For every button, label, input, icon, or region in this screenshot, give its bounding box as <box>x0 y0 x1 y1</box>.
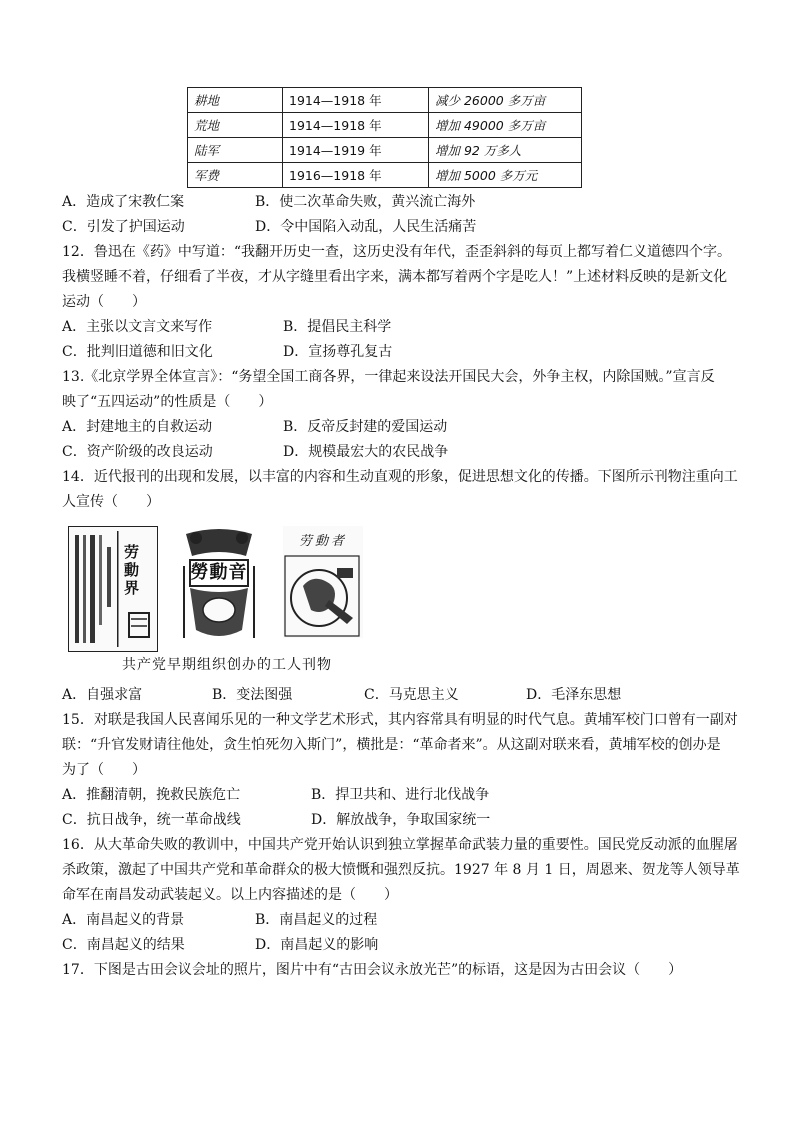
q13-option-d: D．规模最宏大的农民战争 <box>283 444 449 460</box>
table-cell: 1916—1918 年 <box>283 163 429 188</box>
q12-option-c: C．批判旧道德和旧文化 <box>62 344 213 360</box>
q13-option-a: A．封建地主的自救运动 <box>62 419 213 435</box>
q16-stem-line-3: 命军在南昌发动武装起义。以上内容描述的是（ ） <box>62 887 398 903</box>
q13-option-c: C．资产阶级的改良运动 <box>62 444 213 460</box>
q12-stem-line-2: 我横竖睡不着，仔细看了半夜，才从字缝里看出字来，满本都写着两个字是吃人！”上述材料反映的是新文化 <box>62 269 728 285</box>
table-cell: 军费 <box>188 163 283 188</box>
table-row <box>188 88 582 113</box>
q16-stem-line-1: 16．从大革命失败的教训中，中国共产党开始认识到独立掌握革命武装力量的重要性。国民党反动派的血腥屠 <box>62 837 738 853</box>
q15-option-c: C．抗日战争，统一革命战线 <box>62 812 241 828</box>
periodical-title-3: 劳動者 <box>298 534 347 549</box>
q16-option-c: C．南昌起义的结果 <box>62 937 185 953</box>
q11-option-a: A．造成了宋教仁案 <box>62 194 185 210</box>
q11-option-b: B．使二次革命失败，黄兴流亡海外 <box>255 194 476 210</box>
q12-option-a: A．主张以文言文来写作 <box>62 319 213 335</box>
table-cell: 陆军 <box>188 138 283 163</box>
periodical-cover-laodongyin <box>176 526 262 650</box>
periodical-cover-laodongyin-art <box>176 526 262 650</box>
q15-option-a: A．推翻清朝，挽救民族危亡 <box>62 787 241 803</box>
q13-stem-line-1: 13.《北京学界全体宣言》：“务望全国工商各界，一律起来设法开国民大会，外争主权，内除国贼。”宣言反 <box>62 369 715 385</box>
statistics-table <box>187 87 582 188</box>
q15-stem-line-1: 15．对联是我国人民喜闻乐见的一种文学艺术形式，其内容常具有明显的时代气息。黄埔军校门口曾有一副对 <box>62 712 738 728</box>
q14-stem-line-2: 人宣传（ ） <box>62 494 160 510</box>
periodical-cover-laodongzhe <box>283 526 363 638</box>
table-row <box>188 113 582 138</box>
q16-stem-line-2: 杀政策，激起了中国共产党和革命群众的极大愤慨和强烈反抗。1927 年 8 月 1 日，周恩来、贺龙等人领导革 <box>62 862 740 878</box>
figure-caption: 共产党早期组织创办的工人刊物 <box>122 657 332 673</box>
q15-option-b: B．捍卫共和、进行北伐战争 <box>311 787 490 803</box>
q16-option-a: A．南昌起义的背景 <box>62 912 185 928</box>
table-cell: 1914—1919 年 <box>283 138 429 163</box>
q12-stem-line-3: 运动（ ） <box>62 294 146 310</box>
table-row <box>188 138 582 163</box>
table-cell: 1914—1918 年 <box>283 113 429 138</box>
q12-option-b: B．提倡民主科学 <box>283 319 392 335</box>
table-cell: 耕地 <box>188 88 283 113</box>
table-row <box>188 163 582 188</box>
q16-option-d: D．南昌起义的影响 <box>255 937 379 953</box>
q13-option-b: B．反帝反封建的爱国运动 <box>283 419 448 435</box>
workers-periodicals-figure <box>68 522 368 682</box>
table-cell: 1914—1918 年 <box>283 88 429 113</box>
table-cell: 增加 49000 多万亩 <box>429 113 582 138</box>
q13-stem-line-2: 映了“五四运动”的性质是（ ） <box>62 394 273 410</box>
q11-option-c: C．引发了护国运动 <box>62 219 185 235</box>
q12-stem-line-1: 12．鲁迅在《药》中写道：“我翻开历史一查，这历史没有年代，歪歪斜斜的每页上都写着仁义道德四个字。 <box>62 244 731 260</box>
periodical-title-2: 勞動音 <box>190 562 248 583</box>
table-cell: 荒地 <box>188 113 283 138</box>
periodical-cover-laodongjie <box>68 526 158 652</box>
q15-stem-line-2: 联：“升官发财请往他处，贪生怕死勿入斯门”，横批是：“革命者来”。从这副对联来看，黄埔军校的创办是 <box>62 737 721 753</box>
q15-stem-line-3: 为了（ ） <box>62 762 146 778</box>
q12-option-d: D．宣扬尊孔复古 <box>283 344 393 360</box>
q17-stem-line-1: 17．下图是古田会议会址的照片，图片中有“古田会议永放光芒”的标语，这是因为古田会议（ ） <box>62 962 683 978</box>
q11-option-d: D．令中国陷入动乱，人民生活痛苦 <box>255 219 477 235</box>
q14-option-d: D．毛泽东思想 <box>526 687 622 703</box>
q14-option-a: A．自强求富 <box>62 687 143 703</box>
table-cell: 增加 5000 多万元 <box>429 163 582 188</box>
q14-option-b: B．变法图强 <box>212 687 293 703</box>
periodical-title-1: 劳動界 <box>124 543 140 597</box>
q14-option-c: C．马克思主义 <box>364 687 459 703</box>
table-cell: 增加 92 万多人 <box>429 138 582 163</box>
table-cell: 减少 26000 多万亩 <box>429 88 582 113</box>
q15-option-d: D．解放战争，争取国家统一 <box>311 812 491 828</box>
q14-stem-line-1: 14．近代报刊的出现和发展，以丰富的内容和生动直观的形象，促进思想文化的传播。下图所示刊物注重向工 <box>62 469 738 485</box>
q16-option-b: B．南昌起义的过程 <box>255 912 378 928</box>
